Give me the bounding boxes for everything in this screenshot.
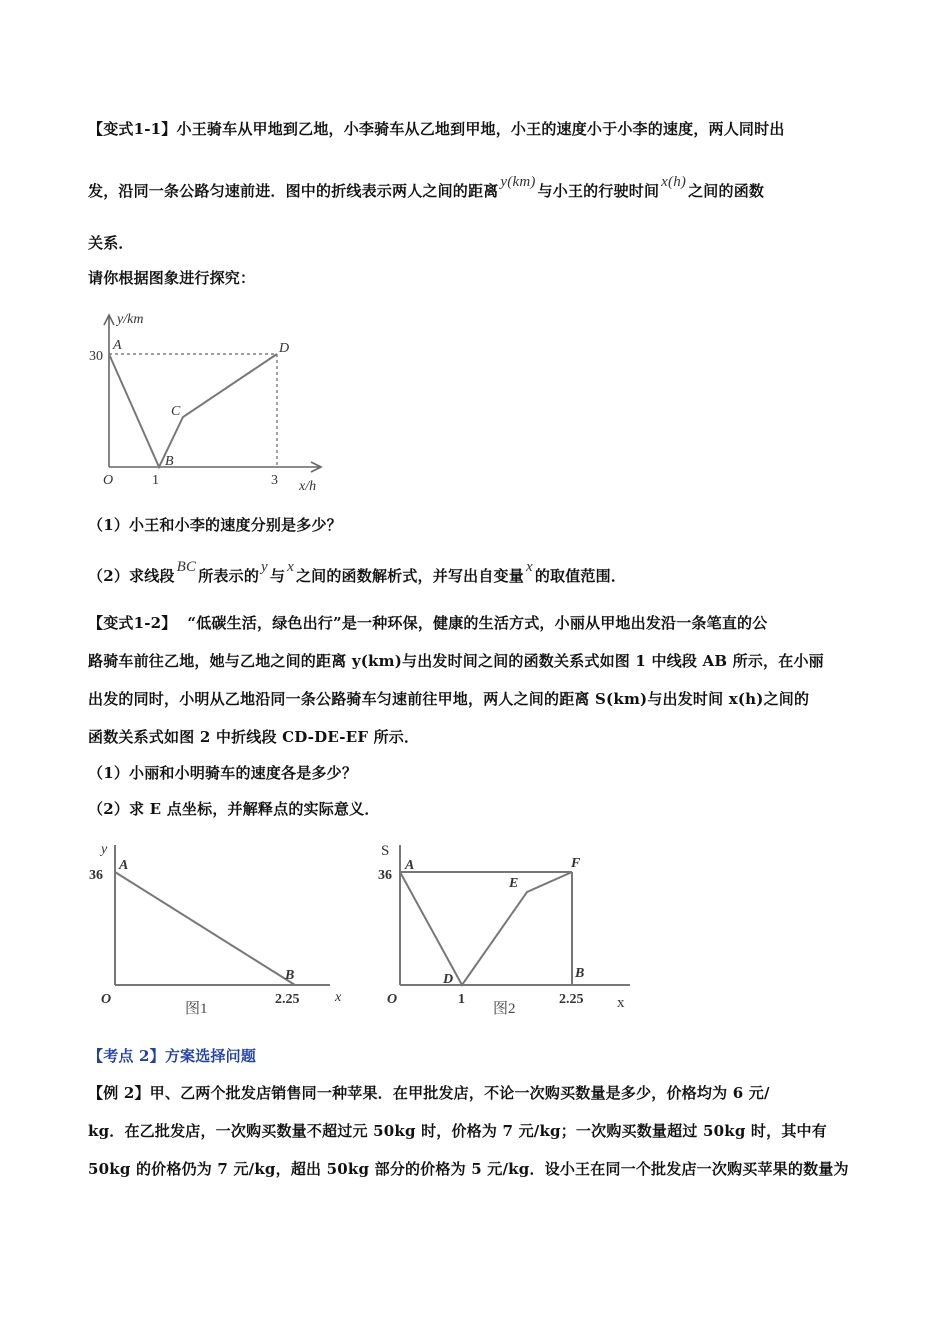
- v12-fig1-caption: 图1: [185, 1001, 208, 1017]
- v12-fig1-label-A: A: [119, 858, 129, 873]
- ex2-line2: kg．在乙批发店，一次购买数量不超过元 50kg 时，价格为 7 元/kg；一次购买数量超过 50kg 时，其中有: [88, 1122, 827, 1140]
- v11-q2d: 之间的函数解析式，并写出自变量: [295, 567, 524, 585]
- v11-q2a: （2）求线段: [88, 567, 175, 585]
- v12-fig2: [375, 835, 645, 1025]
- v12-line2: 路骑车前往乙地，她与乙地之间的距离 y(km)与出发时间之间的函数关系式如图 1 中线段 AB 所示，在小丽: [88, 652, 824, 670]
- v12-fig2-caption: 图2: [493, 1001, 516, 1017]
- v12-fig2-label-F: F: [571, 856, 581, 871]
- v11-tag: 【变式1-1】: [88, 120, 177, 138]
- v12-fig2-label-B: B: [575, 966, 585, 981]
- v11-math-y: y(km): [500, 174, 536, 190]
- v12-q2: （2）求 E 点坐标，并解释点的实际意义．: [88, 800, 380, 818]
- v11-math-x2: x: [287, 559, 294, 575]
- v12-fig1-xlabel: x: [335, 990, 342, 1005]
- v12-fig1-origin: O: [101, 992, 112, 1007]
- ex2-line3: 50kg 的价格仍为 7 元/kg，超出 50kg 部分的价格为 5 元/kg．设小王在同一个批发店一次购买苹果的数量为: [88, 1160, 849, 1178]
- v11-line1: [88, 118, 785, 139]
- v11-xtick-3: 3: [271, 473, 278, 488]
- v11-q2e: 的取值范围．: [534, 567, 627, 585]
- v12-fig2-ytick: 36: [378, 868, 392, 883]
- v11-origin: O: [103, 473, 114, 488]
- v12-fig2-polyline: [400, 872, 572, 985]
- v11-line4: 请你根据图象进行探究：: [88, 269, 256, 287]
- v12-fig1-segment-AB: [115, 872, 295, 985]
- v11-q1: （1）小王和小李的速度分别是多少？: [88, 516, 342, 534]
- v11-math-y2: y: [261, 559, 268, 575]
- kp2-title: 【考点 2】方案选择问题: [88, 1047, 257, 1065]
- v12-q1: （1）小丽和小明骑车的速度各是多少？: [88, 764, 358, 782]
- v12-fig1: [85, 835, 355, 1025]
- v11-text1: 小王骑车从甲地到乙地，小李骑车从乙地到甲地，小王的速度小于小李的速度，两人同时出: [176, 120, 785, 138]
- v12-fig2-label-D: D: [443, 972, 454, 987]
- v11-math-x: x(h): [661, 174, 687, 190]
- v11-q2: [88, 559, 627, 586]
- v12-fig2-xtick-1: 1: [458, 992, 465, 1007]
- ex2-text1: 甲、乙两个批发店销售同一种苹果．在甲批发店，不论一次购买数量是多少，价格均为 6 元/: [149, 1084, 770, 1102]
- v12-fig2-xlabel: x: [617, 995, 625, 1011]
- v11-xtick-1: 1: [152, 473, 159, 488]
- v11-label-B: B: [165, 454, 174, 469]
- ex2-line1: [88, 1082, 770, 1103]
- v11-label-D: D: [279, 341, 290, 356]
- v12-fig2-label-E: E: [509, 876, 519, 891]
- v12-text1: “低碳生活，绿色出行”是一种环保，健康的生活方式，小丽从甲地出发沿一条笔直的公: [187, 614, 768, 632]
- v12-fig1-label-B: B: [285, 968, 295, 983]
- v12-line4: 函数关系式如图 2 中折线段 CD-DE-EF 所示．: [88, 728, 420, 746]
- v12-fig2-xtick-2: 2.25: [559, 992, 584, 1007]
- v12-fig1-xtick: 2.25: [275, 992, 300, 1007]
- v11-text2a: 发，沿同一条公路匀速前进．图中的折线表示两人之间的距离: [88, 182, 499, 200]
- v11-q2c: 与: [269, 567, 286, 585]
- v12-line3: 出发的同时，小明从乙地沿同一条公路骑车匀速前往甲地，两人之间的距离 S(km)与出发时间 x(h)之间的: [88, 690, 810, 708]
- v11-q2b: 所表示的: [198, 567, 260, 585]
- v11-line2: [88, 174, 765, 201]
- v12-fig2-origin: O: [387, 992, 398, 1007]
- v12-tag: 【变式1-2】: [88, 614, 177, 632]
- v11-ytick-30: 30: [89, 349, 103, 364]
- v11-text2b: 与小王的行驶时间: [537, 182, 660, 200]
- v11-ylabel: y/km: [117, 312, 144, 327]
- v11-xlabel: x/h: [299, 479, 317, 494]
- v11-math-x3: x: [525, 559, 533, 575]
- v12-fig1-ylabel: y: [101, 842, 108, 857]
- v11-text2c: 之间的函数: [688, 182, 765, 200]
- v12-fig2-ylabel: S: [381, 843, 390, 859]
- v12-fig2-label-A: A: [405, 858, 415, 873]
- v11-polyline: [109, 354, 277, 467]
- v11-line3: 关系．: [88, 234, 134, 252]
- v11-label-C: C: [171, 404, 181, 419]
- v11-label-A: A: [113, 338, 122, 353]
- v11-graph: [85, 305, 335, 500]
- ex2-tag: 【例 2】: [88, 1084, 150, 1102]
- v12-fig1-ytick: 36: [89, 868, 103, 883]
- v12-line1: [88, 612, 767, 633]
- v11-math-bc: BC: [176, 559, 197, 575]
